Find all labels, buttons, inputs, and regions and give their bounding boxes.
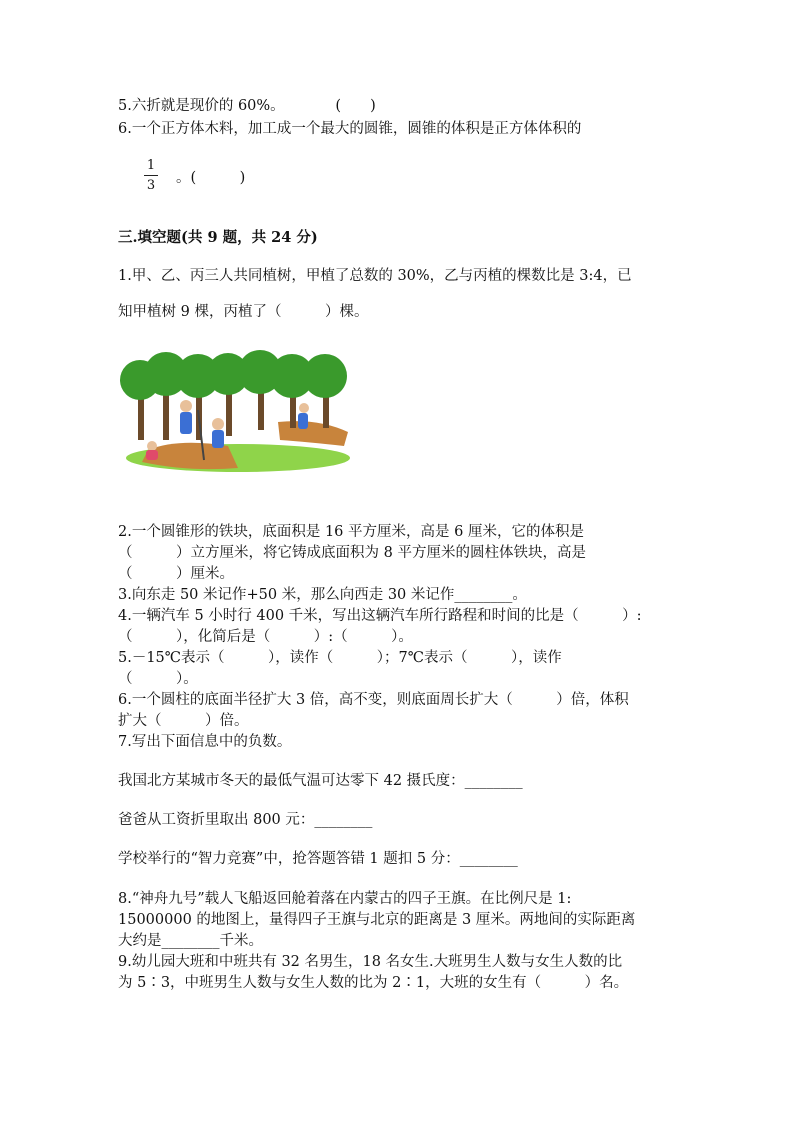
fill-q7-item-b: 爸爸从工资折里取出 800 元：________ — [118, 812, 373, 828]
fill-q1-line1: 1.甲、乙、丙三人共同植树，甲植了总数的 30%，乙与丙植的棵数比是 3:4，已 — [118, 268, 632, 284]
fill-q2-line2: （ ）立方厘米，将它铸成底面积为 8 平方厘米的圆柱体铁块，高是 — [118, 545, 586, 561]
fill-q3: 3.向东走 50 米记作+50 米，那么向西走 30 米记作________。 — [118, 587, 527, 603]
fraction-numerator: 1 — [146, 158, 156, 173]
fill-q7: 7.写出下面信息中的负数。 — [118, 734, 292, 750]
section-heading: 三.填空题(共 9 题，共 24 分) — [118, 229, 318, 246]
tf-question-6-answer: 。( ) — [176, 170, 246, 186]
fill-q9-line2: 为 5∶3，中班男生人数与女生人数的比为 2∶1，大班的女生有（ ）名。 — [118, 975, 629, 991]
fill-q5-line1: 5.－15℃表示（ ），读作（ ）；7℃表示（ ），读作 — [118, 650, 562, 666]
fraction-denominator: 3 — [146, 178, 156, 193]
tf-question-6: 6.一个正方体木料，加工成一个最大的圆锥，圆锥的体积是正方体体积的 — [118, 121, 582, 137]
fill-q6-line1: 6.一个圆柱的底面半径扩大 3 倍，高不变，则底面周长扩大（ ）倍，体积 — [118, 692, 629, 708]
fill-q2-line3: （ ）厘米。 — [118, 566, 234, 582]
tree-planting-illustration — [118, 350, 358, 475]
fraction-one-third — [144, 158, 158, 193]
fill-q6-line2: 扩大（ ）倍。 — [118, 713, 249, 729]
fill-q9-line1: 9.幼儿园大班和中班共有 32 名男生，18 名女生.大班男生人数与女生人数的比 — [118, 954, 623, 970]
fill-q5-line2: （ ）。 — [118, 671, 198, 687]
fill-q4-line1: 4.一辆汽车 5 小时行 400 千米，写出这辆汽车所行路程和时间的比是（ ）: — [118, 608, 642, 624]
fill-q2-line1: 2.一个圆锥形的铁块，底面积是 16 平方厘米，高是 6 厘米，它的体积是 — [118, 524, 584, 540]
fill-q7-item-a: 我国北方某城市冬天的最低气温可达零下 42 摄氏度：________ — [118, 773, 523, 789]
fill-q8-line1: 8.“神舟九号”载人飞船返回舱着落在内蒙古的四子王旗。在比例尺是 1: — [118, 891, 572, 907]
fill-q4-line2: （ ），化简后是（ ）:（ ）。 — [118, 629, 413, 645]
tf-question-5: 5.六折就是现价的 60%。 ( ) — [118, 98, 376, 114]
fill-q8-line2: 15000000 的地图上，量得四子王旗与北京的距离是 3 厘米。两地间的实际距离 — [118, 912, 636, 928]
fill-q8-line3: 大约是________千米。 — [118, 933, 263, 949]
fill-q1-line2: 知甲植树 9 棵，丙植了（ ）棵。 — [118, 304, 369, 320]
fill-q7-item-c: 学校举行的“智力竞赛”中，抢答题答错 1 题扣 5 分：________ — [118, 851, 518, 867]
